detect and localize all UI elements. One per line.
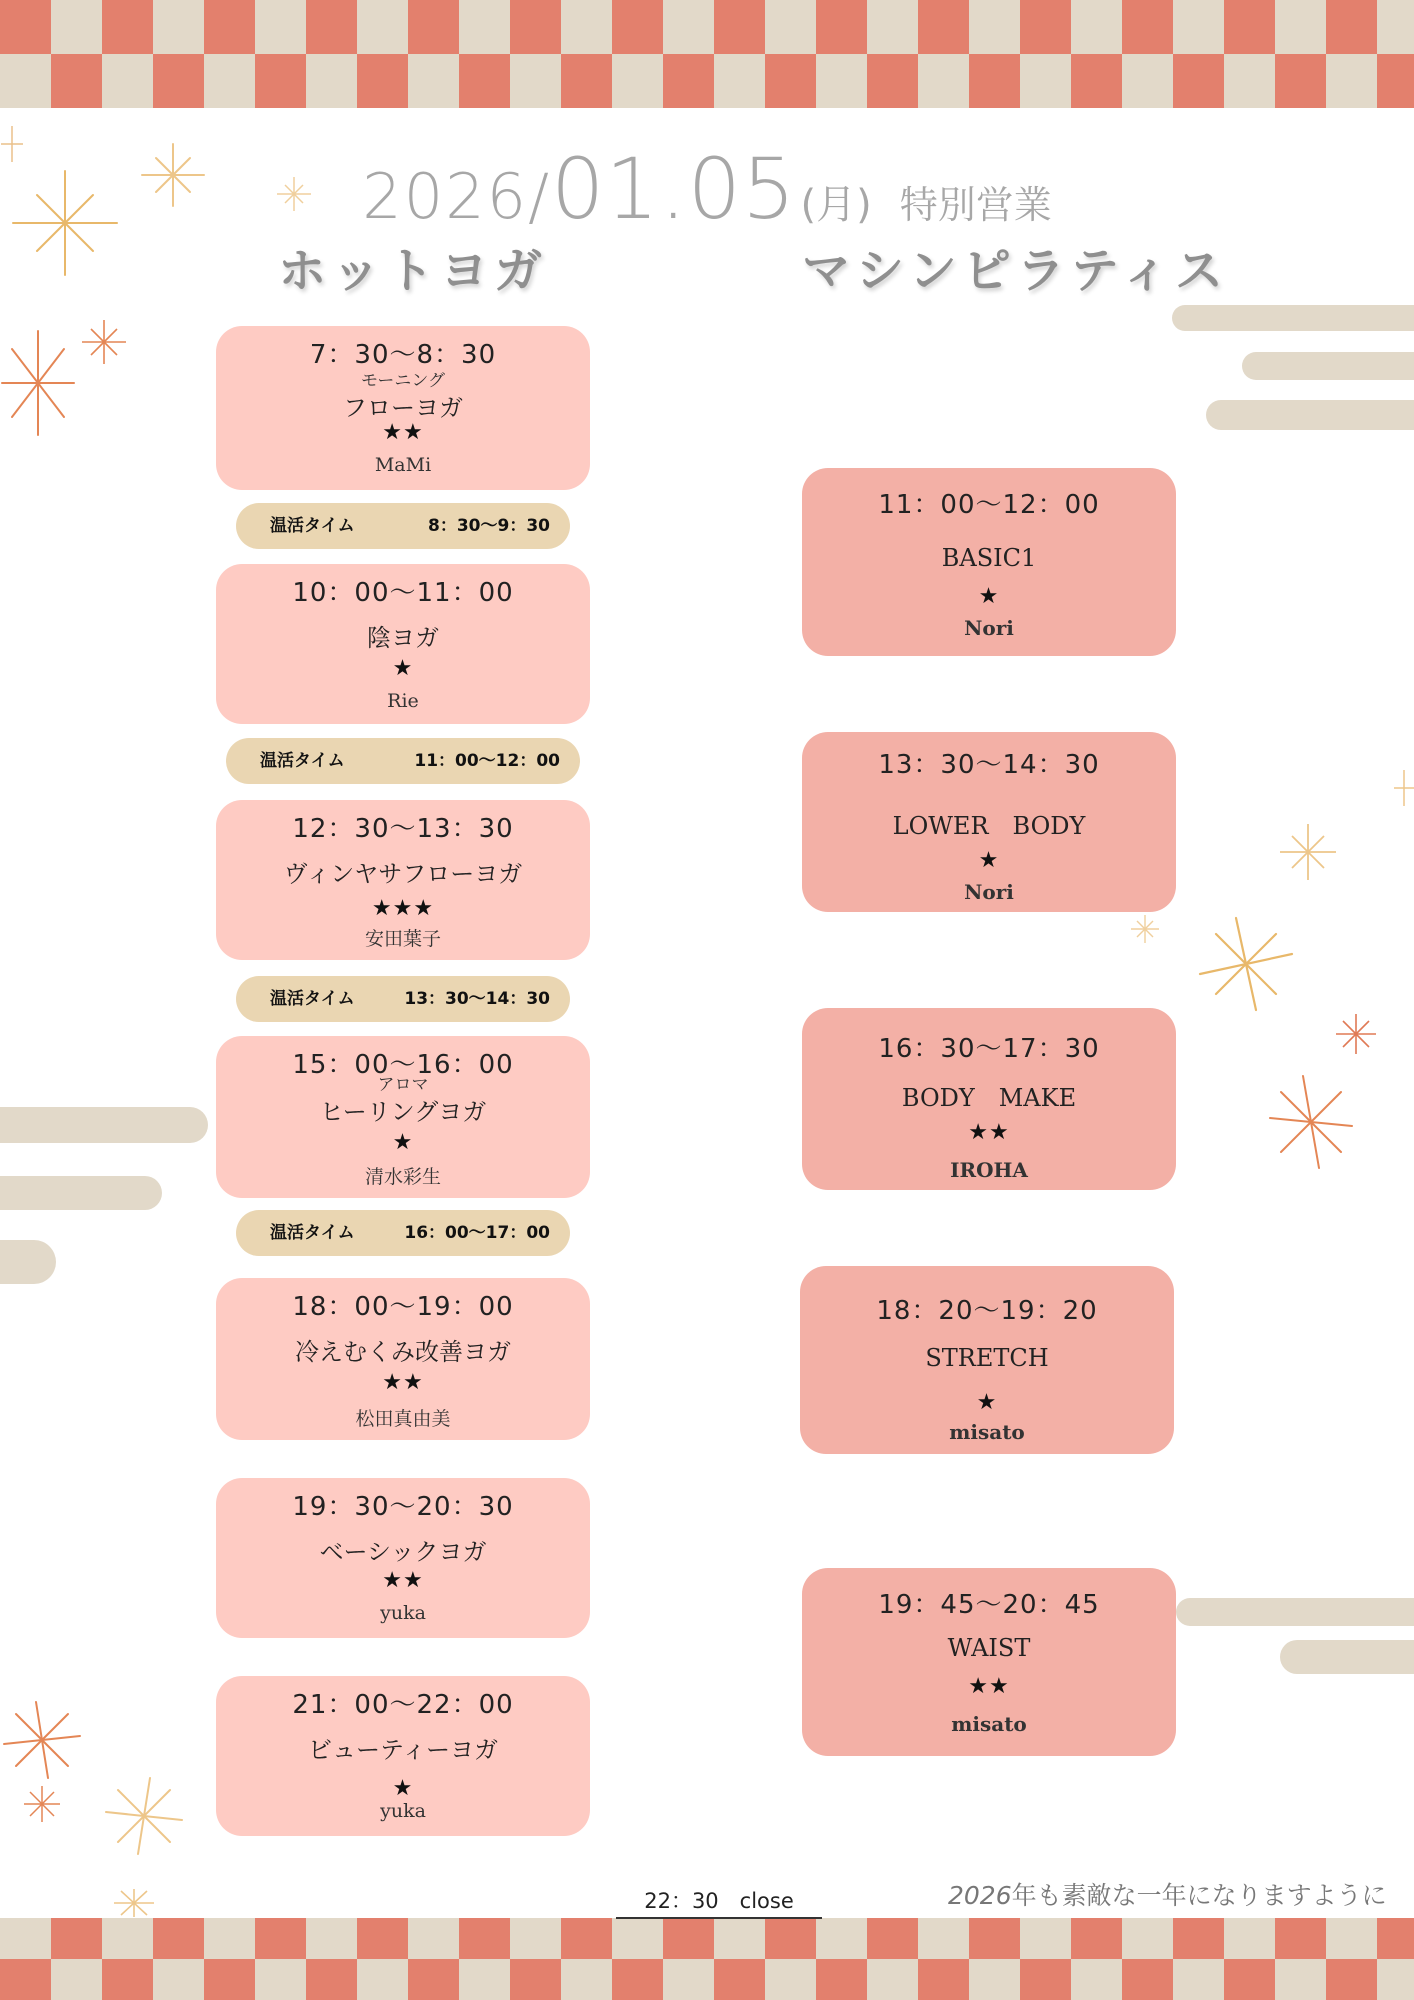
class-time: 12：30〜13：30 bbox=[292, 814, 514, 844]
class-time: 10：00〜11：00 bbox=[292, 578, 514, 608]
class-time: 13：30〜14：30 bbox=[878, 750, 1100, 780]
special-hours-label: 特別営業 bbox=[899, 183, 1052, 227]
instructor-name: MaMi bbox=[374, 454, 432, 476]
instructor-name: misato bbox=[951, 1712, 1027, 1736]
instructor-name: IROHA bbox=[950, 1158, 1028, 1182]
checker-band-top bbox=[0, 0, 1414, 108]
sparkle-icon bbox=[2, 1700, 82, 1780]
warm-time-pill bbox=[236, 976, 570, 1022]
page-title bbox=[0, 140, 1414, 238]
instructor-name: Nori bbox=[964, 880, 1014, 904]
sparkle-icon bbox=[1334, 1012, 1378, 1056]
difficulty-stars: ★ bbox=[978, 848, 1000, 873]
class-time: 21：00〜22：00 bbox=[292, 1690, 514, 1720]
pilates-class-card bbox=[802, 1568, 1176, 1756]
class-name: LOWER BODY bbox=[892, 812, 1086, 840]
class-subtitle: モーニング bbox=[361, 371, 445, 391]
instructor-name: Rie bbox=[387, 690, 419, 712]
sparkle-icon bbox=[22, 1784, 62, 1824]
date-weekday: (月) bbox=[800, 182, 872, 228]
yoga-class-card bbox=[216, 1676, 590, 1836]
yoga-class-card bbox=[216, 326, 590, 490]
instructor-name: yuka bbox=[380, 1800, 426, 1822]
warm-time-range: 8：30〜9：30 bbox=[428, 516, 550, 536]
instructor-name: yuka bbox=[380, 1602, 426, 1624]
cloud-decoration bbox=[0, 1240, 56, 1284]
sparkle-icon bbox=[0, 328, 76, 438]
warm-time-range: 11：00〜12：00 bbox=[414, 751, 560, 771]
difficulty-stars: ★ bbox=[392, 656, 414, 681]
cloud-decoration bbox=[0, 1176, 162, 1210]
instructor-name: Nori bbox=[964, 616, 1014, 640]
difficulty-stars: ★ bbox=[976, 1390, 998, 1415]
message-text: 年も素敵な一年になりますように bbox=[1011, 1881, 1387, 1910]
machine-pilates-heading: マシンピラティス bbox=[802, 243, 1229, 299]
closing-time: 22：30 close bbox=[616, 1885, 822, 1919]
class-time: 11：00〜12：00 bbox=[878, 490, 1100, 520]
cloud-decoration bbox=[0, 1107, 208, 1143]
difficulty-stars: ★★ bbox=[382, 1568, 424, 1593]
class-name: ヒーリングヨガ bbox=[319, 1098, 487, 1126]
class-time: 18：00〜19：00 bbox=[292, 1292, 514, 1322]
warm-time-pill bbox=[236, 1210, 570, 1256]
new-year-message bbox=[948, 1876, 1387, 1912]
class-time: 18：20〜19：20 bbox=[876, 1296, 1098, 1326]
class-name: ビューティーヨガ bbox=[307, 1736, 499, 1764]
class-time: 7：30〜8：30 bbox=[309, 340, 497, 370]
difficulty-stars: ★★ bbox=[968, 1674, 1010, 1699]
sparkle-icon bbox=[1130, 914, 1160, 944]
class-name: ヴィンヤサフローヨガ bbox=[283, 860, 523, 888]
warm-time-label: 温活タイム bbox=[270, 516, 355, 536]
class-time: 15：00〜16：00 bbox=[292, 1050, 514, 1080]
class-name: 陰ヨガ bbox=[367, 624, 439, 652]
cloud-decoration bbox=[1176, 1598, 1414, 1626]
pilates-class-card bbox=[800, 1266, 1174, 1454]
class-time: 19：45〜20：45 bbox=[878, 1590, 1100, 1620]
class-time: 19：30〜20：30 bbox=[292, 1492, 514, 1522]
yoga-class-card bbox=[216, 1478, 590, 1638]
class-name: ベーシックヨガ bbox=[319, 1538, 487, 1566]
yoga-class-card bbox=[216, 1036, 590, 1198]
warm-time-label: 温活タイム bbox=[270, 989, 355, 1009]
pilates-class-card bbox=[802, 468, 1176, 656]
sparkle-icon bbox=[1278, 822, 1338, 882]
instructor-name: 松田真由美 bbox=[355, 1408, 451, 1430]
warm-time-pill bbox=[226, 738, 580, 784]
cloud-decoration bbox=[1280, 1640, 1414, 1674]
sparkle-icon bbox=[104, 1776, 184, 1856]
difficulty-stars: ★★ bbox=[968, 1120, 1010, 1145]
sparkle-icon bbox=[80, 318, 128, 366]
instructor-name: 安田葉子 bbox=[364, 928, 441, 950]
checker-band-bottom bbox=[0, 1918, 1414, 2000]
warm-time-range: 13：30〜14：30 bbox=[404, 989, 550, 1009]
cloud-decoration bbox=[1206, 400, 1414, 430]
class-subtitle: アロマ bbox=[377, 1075, 429, 1095]
pilates-class-card bbox=[802, 732, 1176, 912]
cloud-decoration bbox=[1172, 305, 1414, 331]
difficulty-stars: ★ bbox=[392, 1776, 414, 1801]
cloud-decoration bbox=[1242, 352, 1414, 380]
class-name: フローヨガ bbox=[343, 394, 463, 422]
class-name: BODY MAKE bbox=[901, 1084, 1077, 1112]
warm-time-pill bbox=[236, 503, 570, 549]
date-month-day: 01.05 bbox=[550, 140, 797, 238]
difficulty-stars: ★ bbox=[978, 584, 1000, 609]
warm-time-range: 16：00〜17：00 bbox=[404, 1223, 550, 1243]
yoga-class-card bbox=[216, 1278, 590, 1440]
warm-time-label: 温活タイム bbox=[270, 1223, 355, 1243]
sparkle-icon bbox=[1268, 1074, 1354, 1170]
warm-time-label: 温活タイム bbox=[260, 751, 345, 771]
class-name: WAIST bbox=[947, 1634, 1031, 1662]
hot-yoga-heading: ホットヨガ bbox=[278, 243, 549, 299]
sparkle-icon bbox=[112, 1888, 156, 1918]
difficulty-stars: ★ bbox=[392, 1130, 414, 1155]
date-year: 2026/ bbox=[362, 160, 551, 233]
instructor-name: misato bbox=[949, 1420, 1025, 1444]
sparkle-icon bbox=[1198, 916, 1294, 1012]
message-year: 2026 bbox=[948, 1881, 1012, 1910]
instructor-name: 清水彩生 bbox=[364, 1166, 441, 1188]
pilates-class-card bbox=[802, 1008, 1176, 1190]
class-name: 冷えむくみ改善ヨガ bbox=[295, 1338, 511, 1366]
difficulty-stars: ★★★ bbox=[371, 896, 435, 921]
yoga-class-card bbox=[216, 800, 590, 960]
class-name: BASIC1 bbox=[941, 544, 1037, 572]
difficulty-stars: ★★ bbox=[382, 420, 424, 445]
class-time: 16：30〜17：30 bbox=[878, 1034, 1100, 1064]
difficulty-stars: ★★ bbox=[382, 1370, 424, 1395]
class-name: STRETCH bbox=[925, 1344, 1049, 1372]
sparkle-icon bbox=[1394, 768, 1414, 808]
yoga-class-card bbox=[216, 564, 590, 724]
